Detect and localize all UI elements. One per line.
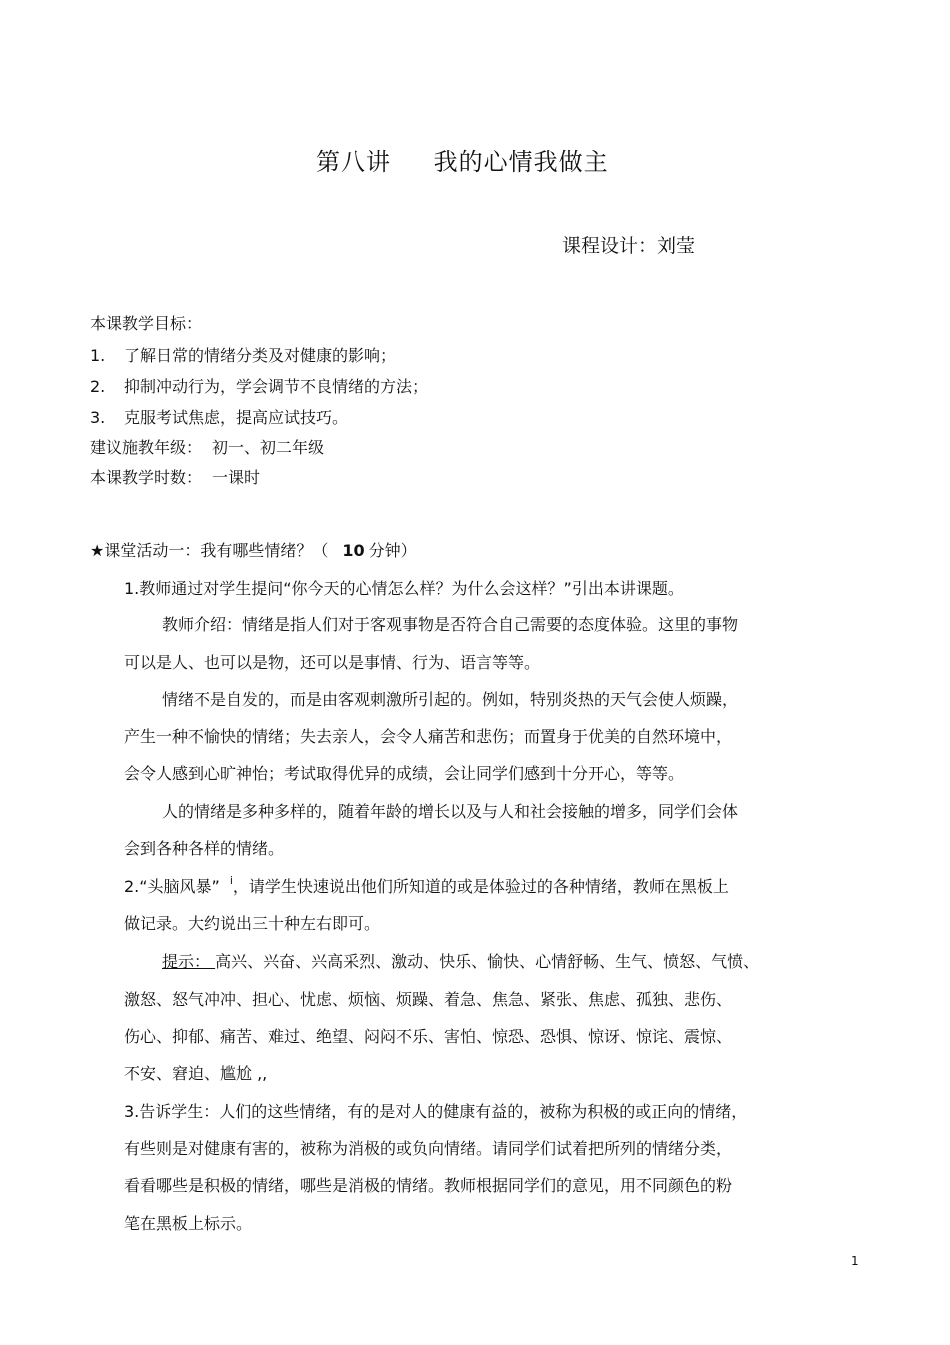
tell-line: 笔在黑板上标示。 xyxy=(124,1214,253,1233)
tell-line: 看看哪些是积极的情绪，哪些是消极的情绪。教师根据同学们的意见，用不同颜色的粉 xyxy=(124,1176,733,1195)
activity-heading-prefix: ★课堂活动一：我有哪些情绪？（ xyxy=(90,541,329,560)
activity-line: 1.教师通过对学生提问“你今天的心情怎么样？为什么会这样？”引出本讲课题。 xyxy=(124,579,684,598)
footnote-marker: i xyxy=(229,874,233,887)
activity-heading xyxy=(90,538,417,561)
activity-line: 可以是人、也可以是物，还可以是事情、行为、语言等等。 xyxy=(124,653,541,672)
course-designer: 课程设计：刘莹 xyxy=(562,235,696,257)
activity-line: 人的情绪是多种多样的，随着年龄的增长以及与人和社会接触的增多，同学们会体 xyxy=(162,802,739,821)
hint-line: 伤心、抑郁、痛苦、难过、绝望、闷闷不乐、害怕、惊恐、恐惧、惊讶、惊诧、震惊、 xyxy=(124,1027,733,1046)
hint-line: 激怒、怒气冲冲、担心、忧虑、烦恼、烦躁、着急、焦急、紧张、焦虑、孤独、悲伤、 xyxy=(124,990,733,1009)
objective-item xyxy=(90,343,396,366)
objective-text: 抑制冲动行为，学会调节不良情绪的方法； xyxy=(124,377,429,396)
brainstorm-prefix: 2.“头脑风暴” xyxy=(124,877,220,896)
activity-line: 会令人感到心旷神怡；考试取得优异的成绩，会让同学们感到十分开心，等等。 xyxy=(124,764,685,783)
activity-line: 教师介绍：情绪是指人们对于客观事物是否符合自己需要的态度体验。这里的事物 xyxy=(162,615,739,634)
brainstorm-line xyxy=(124,874,729,897)
hours-line xyxy=(90,465,260,488)
activity-minutes: 10 xyxy=(342,541,365,560)
page-number: 1 xyxy=(851,1254,859,1268)
tell-line: 3.告诉学生：人们的这些情绪，有的是对人的健康有益的，被称为积极的或正向的情绪， xyxy=(124,1102,748,1121)
objective-number: 2. xyxy=(90,377,106,396)
grade-line xyxy=(90,435,324,458)
objective-number: 3. xyxy=(90,408,106,427)
grade-value: 初一、初二年级 xyxy=(212,438,325,457)
activity-line: 产生一种不愉快的情绪；失去亲人，会令人痛苦和悲伤；而置身于优美的自然环境中， xyxy=(124,727,733,746)
objective-text: 了解日常的情绪分类及对健康的影响； xyxy=(124,346,397,365)
title-lecture-number: 第八讲 xyxy=(316,148,391,176)
hint-emotions: 高兴、兴奋、兴高采烈、激动、快乐、愉快、心情舒畅、生气、愤怒、气愤、 xyxy=(215,952,760,971)
tell-line: 有些则是对健康有害的，被称为消极的或负向情绪。请同学们试着把所列的情绪分类， xyxy=(124,1139,733,1158)
objective-number: 1. xyxy=(90,346,106,365)
activity-heading-suffix: 分钟） xyxy=(368,541,417,560)
objectives-heading: 本课教学目标： xyxy=(90,314,203,333)
activity-line: 情绪不是自发的，而是由客观刺激所引起的。例如，特别炎热的天气会使人烦躁， xyxy=(162,690,739,709)
hint-line: 不安、窘迫、尴尬 ,, xyxy=(124,1064,268,1083)
brainstorm-line-2: 做记录。大约说出三十种左右即可。 xyxy=(124,914,381,933)
hours-value: 一课时 xyxy=(212,468,261,487)
grade-label: 建议施教年级： xyxy=(90,438,203,457)
hint-label: 提示： xyxy=(162,952,211,971)
hours-label: 本课教学时数： xyxy=(90,468,203,487)
hint-line xyxy=(162,949,759,972)
objective-text: 克服考试焦虑，提高应试技巧。 xyxy=(124,408,349,427)
activity-line: 会到各种各样的情绪。 xyxy=(124,839,285,858)
page-title xyxy=(316,142,609,177)
objective-item xyxy=(90,405,348,428)
objective-item xyxy=(90,374,428,397)
brainstorm-text: ，请学生快速说出他们所知道的或是体验过的各种情绪，教师在黑板上 xyxy=(232,877,729,896)
title-topic: 我的心情我做主 xyxy=(433,148,609,176)
